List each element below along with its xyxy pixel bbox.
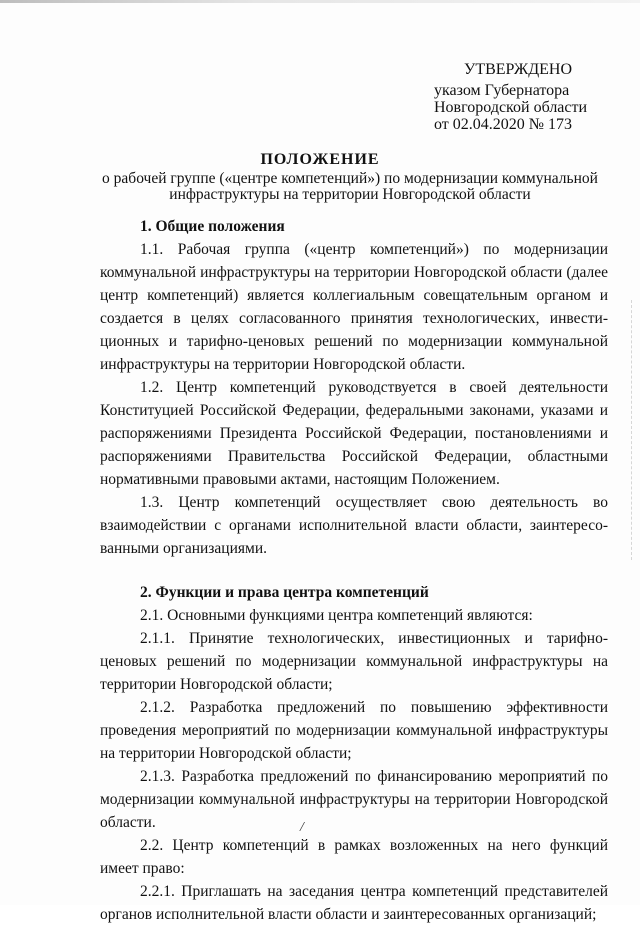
paragraph-2-2: 2.2. Центр компетенций в рамках возложенных на него функций имеет право: — [100, 837, 608, 877]
document-body — [100, 215, 608, 926]
approval-stamp-block — [434, 61, 634, 133]
scan-edge-right — [630, 300, 632, 560]
paragraph-1-1: 1.1. Рабочая группа («центр компетенций») по модернизации коммунальной инфраструктуры на территории Новгородской области (далее центр компетенций) является коллегиальным совещательным органом и создается в целях согласованного принятия технологических, инвести-ционных и тарифно-ценовых решений по модернизации коммунальной инфраструктуры на территории Новгородской области. — [100, 241, 608, 373]
approval-line-1: указом Губернатора — [434, 82, 570, 99]
paragraph-2-1-1: 2.1.1. Принятие технологических, инвестиционных и тарифно-ценовых решений по модернизации коммунальной инфраструктуры на территории Новгородской области; — [100, 630, 608, 693]
section-2-heading: 2. Функции и права центра компетенций — [140, 584, 429, 601]
paragraph-1-3: 1.3. Центр компетенций осуществляет свою деятельность во взаимодействии с органами исполнительной власти области, заинтересо-ванными организациями. — [100, 494, 608, 557]
page-mark: / — [300, 820, 304, 835]
document-title: ПОЛОЖЕНИЕ — [260, 151, 380, 168]
scan-edge-top — [0, 0, 640, 3]
approved-label: УТВЕРЖДЕНО — [464, 61, 573, 78]
section-1-heading: 1. Общие положения — [140, 218, 285, 235]
approval-line-2: Новгородской области — [434, 99, 588, 116]
document-subtitle: о рабочей группе («центре компетенций») по модернизации коммунальной инфраструктуры на территории Новгородской области — [102, 170, 598, 203]
paragraph-2-2-1: 2.2.1. Приглашать на заседания центра компетенций представителей органов исполнительной власти области и заинтересованных организаций; — [100, 883, 608, 923]
paragraph-2-1-2: 2.1.2. Разработка предложений по повышению эффективности проведения мероприятий по модернизации коммунальной инфраструктуры на территории Новгородской области; — [100, 699, 608, 762]
section-gap — [100, 560, 608, 581]
paragraph-2-1: 2.1. Основными функциями центра компетенций являются: — [140, 607, 533, 624]
paragraph-1-2: 1.2. Центр компетенций руководствуется в своей деятельности Конституцией Российской Федерации, федеральными законами, указами и распоряжениями Президента Российской Федерации, постановлениями и распоряжениями Правительства Российской Федерации, областными нормативными правовыми актами, настоящим Положением. — [100, 379, 608, 488]
approval-line-3: от 02.04.2020 № 173 — [434, 116, 573, 133]
paragraph-2-1-3: 2.1.3. Разработка предложений по финансированию мероприятий по модернизации коммунальной инфраструктуры на территории Новгородской области. — [100, 768, 608, 831]
